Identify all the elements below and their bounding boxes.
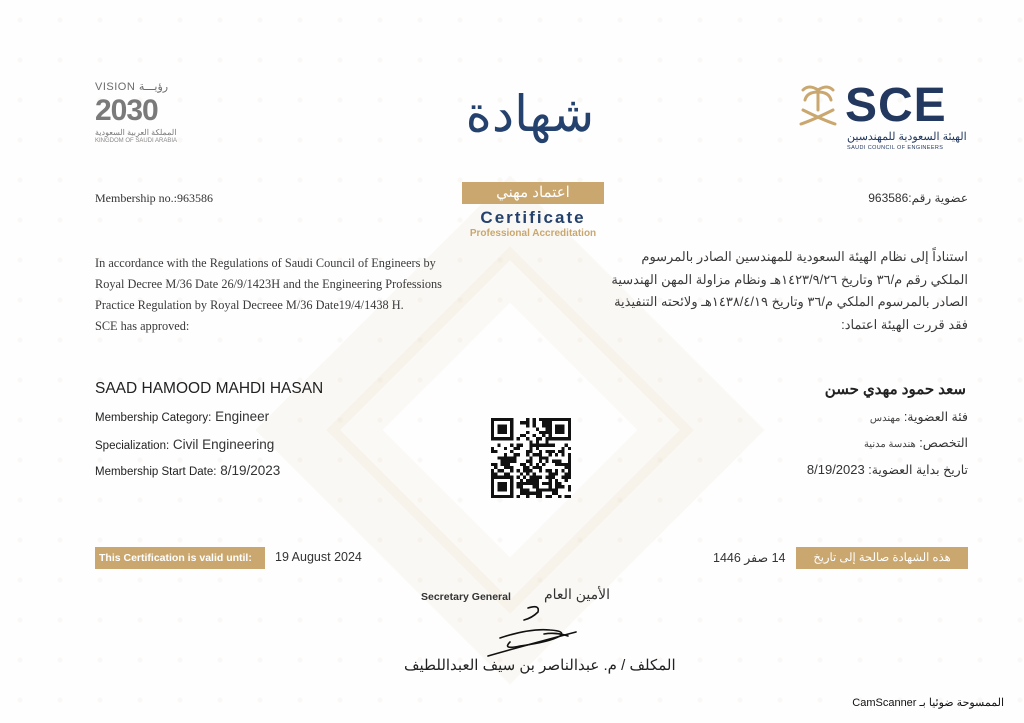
sce-letters: SCE bbox=[845, 79, 947, 132]
start-date-row-en bbox=[95, 463, 280, 478]
paragraph-line: استناداً إلى نظام الهيئة السعودية للمهندسين الصادر بالمرسوم bbox=[641, 249, 968, 264]
sce-english-name: SAUDI COUNCIL OF ENGINEERS bbox=[847, 145, 944, 151]
paragraph-line: الصادر بالمرسوم الملكي م/٣٦ وتاريخ ١٤٣٨/٤/١٩هـ ولائحته التنفيذية bbox=[614, 294, 968, 309]
accreditation-arabic-banner: اعتماد مهني bbox=[462, 182, 604, 204]
certificate-title-arabic: شهادة bbox=[465, 85, 595, 143]
secretary-general-title-en: Secretary General bbox=[421, 591, 511, 603]
vision-label: VISION رؤيـــة bbox=[95, 81, 169, 93]
vision-arabic-line: المملكة العربية السعودية bbox=[95, 128, 177, 137]
membership-category-row-ar bbox=[870, 409, 968, 424]
specialization-value-ar: هندسة مدنية bbox=[863, 439, 916, 450]
vision-english-line: KINGDOM OF SAUDI ARABIA bbox=[95, 138, 178, 144]
paragraph-line: الملكي رقم م/٣٦ وتاريخ ١٤٢٣/٩/٢٦هـ ونظام مزاولة المهن الهندسية bbox=[611, 271, 968, 287]
membership-number-ar: عضوية رقم:963586 bbox=[868, 191, 968, 205]
paragraph-line: SCE has approved: bbox=[95, 319, 190, 333]
signatory-name: المكلف / م. عبدالناصر بن سيف العبداللطيف bbox=[404, 657, 676, 674]
membership-category-row-en bbox=[95, 409, 269, 424]
specialization-label: Specialization: bbox=[95, 440, 170, 452]
approval-paragraph-en bbox=[95, 253, 505, 337]
paragraph-line: فقد قررت الهيئة اعتماد: bbox=[841, 316, 968, 332]
validity-label-ar: هذه الشهادة صالحة إلى تاريخ bbox=[796, 547, 968, 569]
start-date-value-ar: 8/19/2023 bbox=[806, 462, 865, 477]
camscanner-watermark: الممسوحة ضوئيا بـ CamScanner bbox=[852, 697, 1004, 709]
paragraph-line: In accordance with the Regulations of Saudi Council of Engineers by bbox=[95, 256, 436, 270]
start-date-row-ar bbox=[807, 462, 968, 477]
membership-category-label-ar: فئة العضوية: bbox=[903, 410, 968, 424]
validity-date-ar: 14 صفر 1446 bbox=[713, 551, 786, 565]
certificate-title-english: Certificate bbox=[480, 208, 586, 227]
holder-name-en: SAAD HAMOOD MAHDI HASAN bbox=[95, 380, 324, 397]
specialization-row-ar bbox=[864, 435, 968, 450]
start-date-value: 8/19/2023 bbox=[220, 463, 281, 478]
specialization-value: Civil Engineering bbox=[172, 437, 275, 452]
approval-paragraph-ar bbox=[548, 246, 968, 336]
validity-label-en: This Certification is valid until: bbox=[95, 547, 265, 569]
certificate-subtitle: Professional Accreditation bbox=[469, 228, 597, 239]
qr-code[interactable] bbox=[491, 418, 571, 498]
vision-year: 2030 bbox=[95, 94, 158, 127]
membership-category-label: Membership Category: bbox=[95, 412, 212, 424]
start-date-label: Membership Start Date: bbox=[95, 466, 217, 478]
membership-category-value: Engineer bbox=[215, 409, 270, 424]
paragraph-line: Royal Decree M/36 Date 26/9/1423H and the Engineering Professions bbox=[95, 277, 442, 291]
sce-arabic-name: الهيئة السعودية للمهندسين bbox=[847, 131, 967, 143]
specialization-row-en bbox=[95, 437, 274, 452]
handwritten-signature bbox=[480, 598, 600, 660]
paragraph-line: Practice Regulation by Royal Decreee M/36 Date19/4/1438 H. bbox=[95, 298, 404, 312]
secretary-general-title-ar: الأمين العام bbox=[544, 586, 610, 602]
membership-number-en: Membership no.:963586 bbox=[95, 191, 213, 205]
vision-2030-logo bbox=[95, 80, 195, 150]
specialization-label-ar: التخصص: bbox=[919, 436, 968, 450]
start-date-label-ar: تاريخ بداية العضوية: bbox=[868, 463, 968, 477]
membership-category-value-ar: مهندس bbox=[869, 413, 901, 424]
palm-swords-emblem-icon bbox=[795, 80, 841, 130]
holder-name-ar: سعد حمود مهدي حسن bbox=[824, 381, 966, 398]
validity-date-en: 19 August 2024 bbox=[275, 550, 362, 564]
sce-logo bbox=[795, 78, 975, 158]
